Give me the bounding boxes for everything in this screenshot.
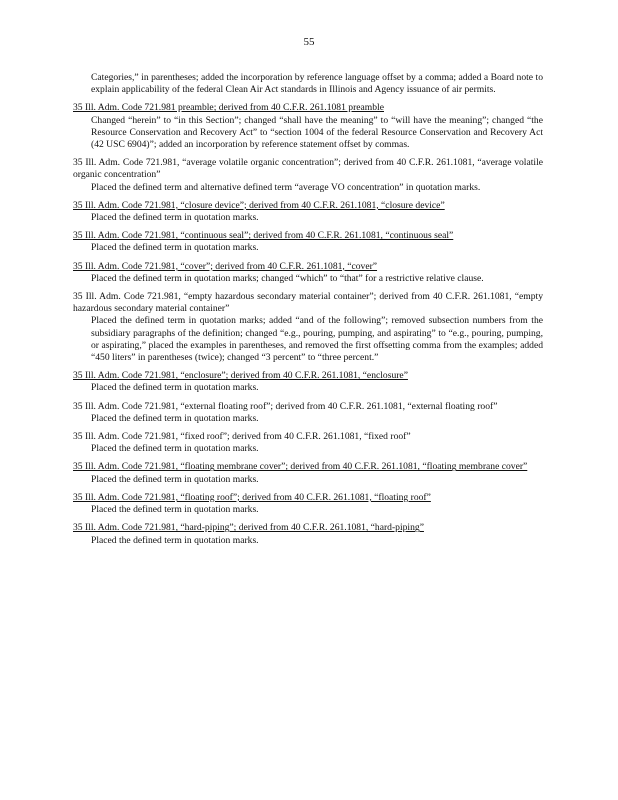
entry — [73, 157, 543, 194]
intro-continuation-block — [73, 72, 543, 96]
entry-heading: 35 Ill. Adm. Code 721.981 preamble; derived from 40 C.F.R. 261.1081 preamble — [73, 102, 384, 114]
entry-note: Changed “herein” to “in this Section”; changed “shall have the meaning” to “will have the meaning”; changed “the Resource Conservation and Recovery Act” to “section 1004 of the federal Resource Conservation and Recovery Act (42 USC 6904)”; added an incorporation by reference statement offset by commas. — [91, 114, 543, 151]
entry — [73, 102, 543, 151]
entry-heading: 35 Ill. Adm. Code 721.981, “average volatile organic concentration”; derived from 40 C.F.R. 261.1081, “average volatile organic concentration” — [73, 157, 543, 181]
entry-note: Placed the defined term in quotation marks; changed “which” to “that” for a restrictive relative clause. — [91, 272, 484, 284]
entry — [73, 522, 543, 546]
entry-note: Placed the defined term in quotation marks. — [91, 534, 259, 546]
entry-heading: 35 Ill. Adm. Code 721.981, “floating roof”; derived from 40 C.F.R. 261.1081, “floating roof” — [73, 491, 431, 503]
entry-heading: 35 Ill. Adm. Code 721.981, “fixed roof”; derived from 40 C.F.R. 261.1081, “fixed roof” — [73, 431, 411, 443]
intro-continuation-text: Categories,” in parentheses; added the incorporation by reference language offset by a comma; added a Board note to explain applicability of the federal Clean Air Act standards in Illinois and Agency issuance of air permits. — [91, 72, 543, 96]
entry-note: Placed the defined term in quotation marks. — [91, 212, 259, 224]
entry — [73, 261, 543, 285]
entry-note: Placed the defined term in quotation marks; added “and of the following”; removed subsection numbers from the subsidiary paragraphs of the definition; changed “e.g., pouring, pumping, and aspirating” to “e.g., pouring, pumping, or aspirating,” placed the examples in parentheses, and removed the first offsetting comma from the examples; added “450 liters” in parentheses (twice); changed “3 percent” to “three percent.” — [91, 315, 543, 364]
entry-heading: 35 Ill. Adm. Code 721.981, “continuous seal”; derived from 40 C.F.R. 261.1081, “continuous seal” — [73, 230, 454, 242]
document-body — [73, 72, 543, 553]
entry-heading: 35 Ill. Adm. Code 721.981, “empty hazardous secondary material container”; derived from 40 C.F.R. 261.1081, “empty hazardous secondary material container” — [73, 291, 543, 315]
entry-note: Placed the defined term in quotation marks. — [91, 473, 259, 485]
entry-note: Placed the defined term and alternative defined term “average VO concentration” in quotation marks. — [91, 181, 481, 193]
entry — [73, 431, 543, 455]
entry — [73, 370, 543, 394]
entry-note: Placed the defined term in quotation marks. — [91, 504, 259, 516]
entry-heading: 35 Ill. Adm. Code 721.981, “floating membrane cover”; derived from 40 C.F.R. 261.1081, “floating membrane cover” — [73, 461, 528, 473]
entry — [73, 401, 543, 425]
entry — [73, 291, 543, 364]
entry-note: Placed the defined term in quotation marks. — [91, 412, 259, 424]
entry-heading: 35 Ill. Adm. Code 721.981, “hard-piping”; derived from 40 C.F.R. 261.1081, “hard-piping” — [73, 522, 424, 534]
entry — [73, 492, 543, 516]
page-number: 55 — [303, 36, 315, 48]
entry-note: Placed the defined term in quotation marks. — [91, 382, 259, 394]
entry — [73, 230, 543, 254]
entry-heading: 35 Ill. Adm. Code 721.981, “closure device”; derived from 40 C.F.R. 261.1081, “closure device” — [73, 199, 445, 211]
entry-note: Placed the defined term in quotation marks. — [91, 443, 259, 455]
entry — [73, 200, 543, 224]
entry-note: Placed the defined term in quotation marks. — [91, 242, 259, 254]
entry-heading: 35 Ill. Adm. Code 721.981, “enclosure”; derived from 40 C.F.R. 261.1081, “enclosure” — [73, 370, 408, 382]
entry-heading: 35 Ill. Adm. Code 721.981, “external floating roof”; derived from 40 C.F.R. 261.1081, “external floating roof” — [73, 400, 498, 412]
entry-heading: 35 Ill. Adm. Code 721.981, “cover”; derived from 40 C.F.R. 261.1081, “cover” — [73, 260, 378, 272]
entry — [73, 461, 543, 485]
